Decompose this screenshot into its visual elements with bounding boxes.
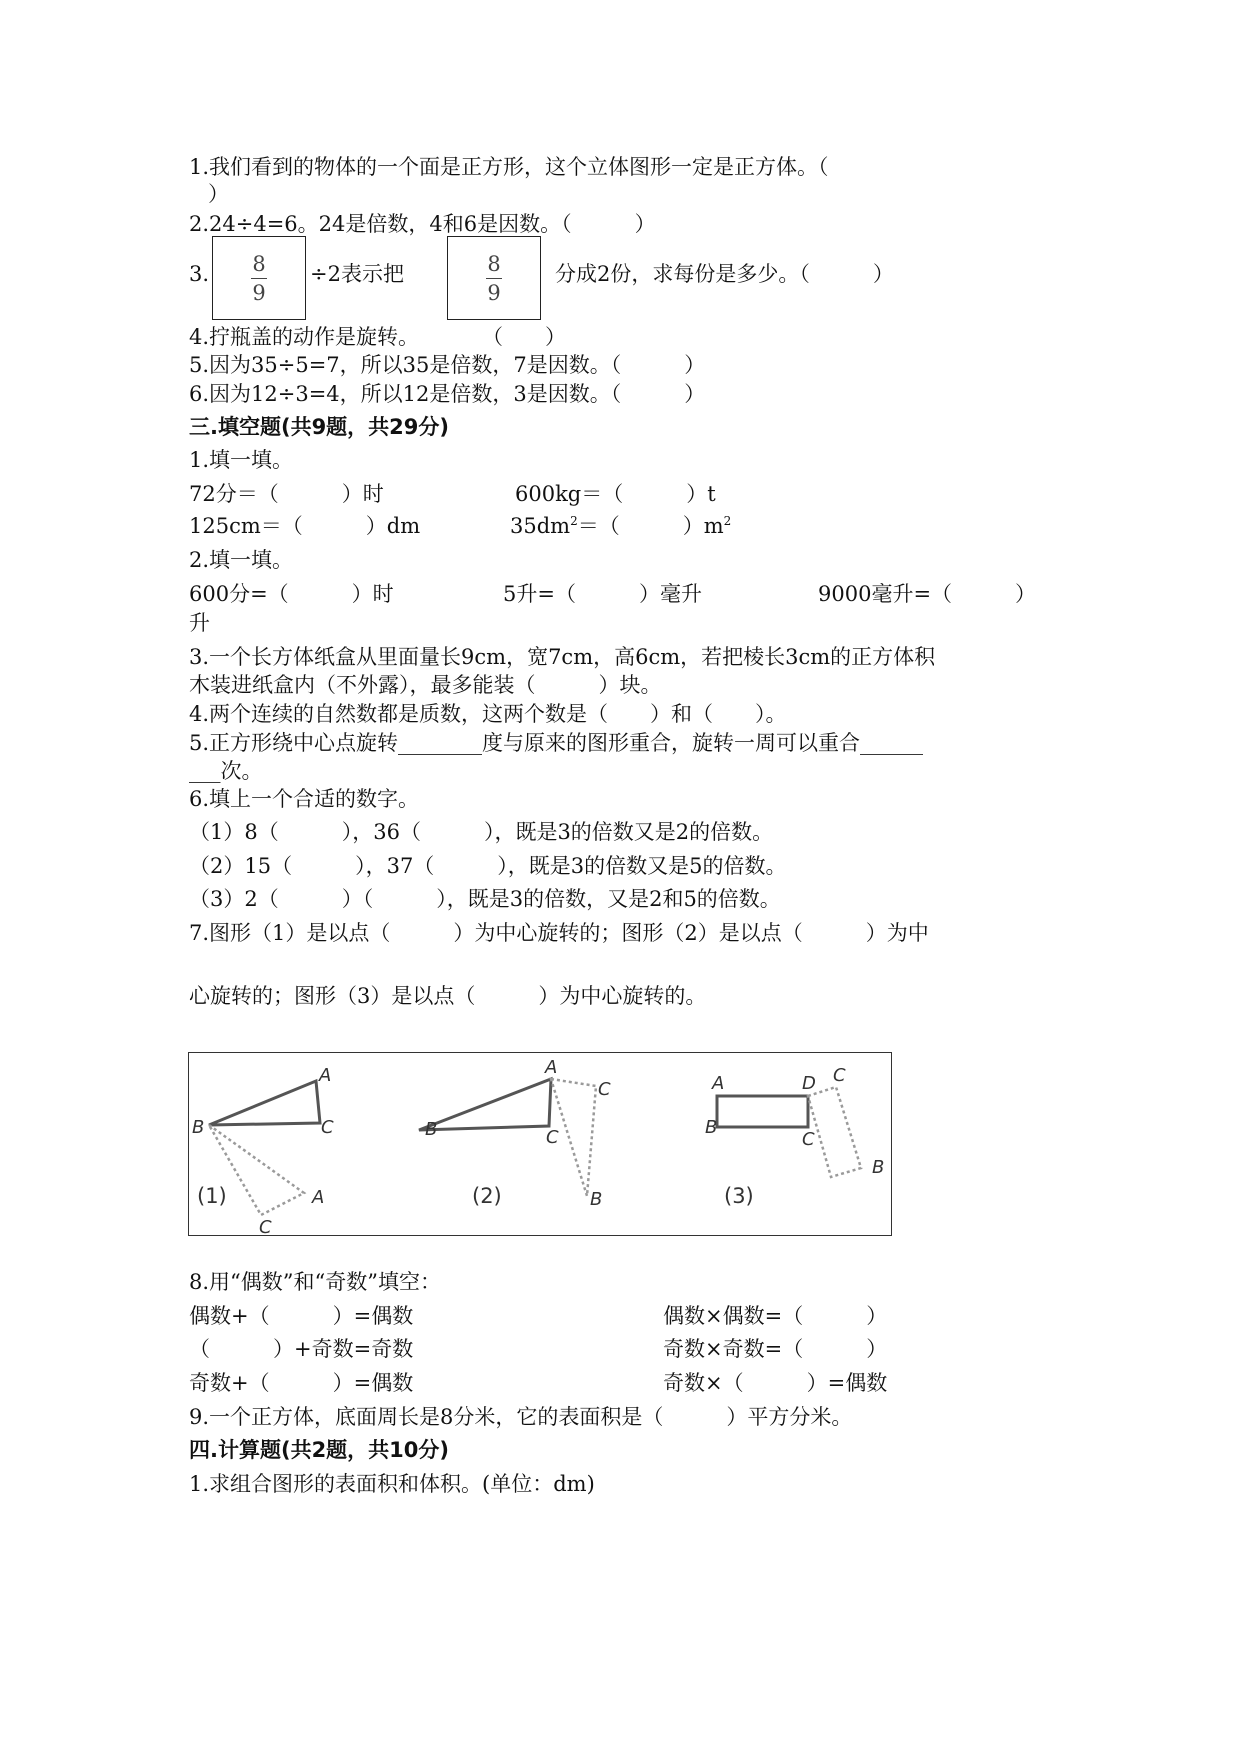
figure-2-label-c: C bbox=[546, 1127, 559, 1148]
figure-1-label-a2: A bbox=[312, 1187, 325, 1208]
fill-q1-row2-b-mid: ＝（ ）m bbox=[577, 514, 724, 538]
fraction-2-numerator: 8 bbox=[487, 251, 501, 276]
fill-q1-row2-b-sup2: 2 bbox=[723, 514, 732, 528]
figure-2-triangle bbox=[419, 1079, 551, 1130]
fill-q3-line1: 3.一个长方体纸盒从里面量长9cm，宽7cm，高6cm，若把棱长3cm的正方体积 bbox=[189, 645, 936, 669]
fill-q8-row2-a: （ ）+奇数=奇数 bbox=[189, 1337, 414, 1361]
judge-q4: 4.拧瓶盖的动作是旋转。 （ ） bbox=[189, 325, 567, 349]
fill-q1-row1-a: 72分＝（ ）时 bbox=[189, 482, 384, 506]
figure-1-label-a: A bbox=[319, 1065, 332, 1086]
section-4-title: 四.计算题(共2题，共10分) bbox=[189, 1438, 450, 1462]
fill-q1-row2-b bbox=[510, 512, 731, 540]
judge-q2: 2.24÷4=6。24是倍数，4和6是因数。（ ） bbox=[189, 212, 656, 236]
fill-q1-row2-a: 125cm＝（ ）dm bbox=[189, 514, 421, 538]
fill-q8-row2-b: 奇数×奇数=（ ） bbox=[663, 1337, 888, 1361]
fill-q9: 9.一个正方体，底面周长是8分米，它的表面积是（ ）平方分米。 bbox=[189, 1405, 853, 1429]
figure-2-number: (2) bbox=[472, 1184, 502, 1208]
figure-2-label-a: A bbox=[545, 1057, 558, 1078]
fill-q1-row2-b-pre: 35dm bbox=[510, 514, 571, 538]
fill-q7-line1: 7.图形（1）是以点（ ）为中心旋转的；图形（2）是以点（ ）为中 bbox=[189, 921, 929, 945]
fill-q8-title: 8.用“偶数”和“奇数”填空： bbox=[189, 1270, 441, 1294]
fraction-box-1 bbox=[212, 236, 306, 320]
figure-3 bbox=[705, 1065, 884, 1208]
figure-3-label-b2: B bbox=[872, 1157, 885, 1178]
judge-q3-end: 分成2份，求每份是多少。（ ） bbox=[555, 262, 894, 286]
fraction-2 bbox=[486, 252, 502, 305]
rotation-figure bbox=[188, 1052, 892, 1236]
fraction-2-bar bbox=[486, 278, 502, 279]
figure-2-label-b: B bbox=[425, 1119, 438, 1140]
figure-3-label-c2: C bbox=[833, 1065, 846, 1086]
figure-2-label-b2: B bbox=[590, 1189, 603, 1210]
rotation-figure-svg bbox=[189, 1053, 891, 1235]
judge-q6: 6.因为12÷3=4，所以12是倍数，3是因数。（ ） bbox=[189, 382, 706, 406]
fill-q8-row1-a: 偶数+（ ）=偶数 bbox=[189, 1304, 414, 1328]
figure-3-label-a: A bbox=[712, 1073, 725, 1094]
figure-3-label-c: C bbox=[802, 1129, 815, 1150]
figure-1-triangle bbox=[209, 1081, 320, 1125]
figure-3-rectangle bbox=[717, 1096, 808, 1127]
fill-q1-row1-b: 600kg＝（ ）t bbox=[515, 482, 716, 506]
figure-3-label-d: D bbox=[802, 1073, 816, 1094]
judge-q3-number: 3. bbox=[189, 262, 210, 286]
judge-q1-line1: 1.我们看到的物体的一个面是正方形，这个立体图形一定是正方体。（ bbox=[189, 155, 829, 179]
fill-q6-3: （3）2（ ）（ ），既是3的倍数，又是2和5的倍数。 bbox=[189, 887, 781, 911]
fill-q3-line2: 木装进纸盒内（不外露），最多能装（ ）块。 bbox=[189, 673, 662, 697]
fill-q5-line2: ___次。 bbox=[189, 759, 263, 783]
fill-q2-b: 5升=（ ）毫升 bbox=[503, 582, 702, 606]
fill-q1-row2-b-sup: 2 bbox=[570, 514, 578, 528]
judge-q1-line2: ） bbox=[208, 182, 229, 206]
fill-q6-2: （2）15（ ），37（ ），既是3的倍数又是5的倍数。 bbox=[189, 854, 787, 878]
figure-3-rotated-rectangle bbox=[808, 1087, 861, 1177]
fraction-1-denominator: 9 bbox=[252, 280, 266, 305]
judge-q3-middle: ÷2表示把 bbox=[310, 262, 404, 286]
fill-q4: 4.两个连续的自然数都是质数，这两个数是（ ）和（ ）。 bbox=[189, 702, 787, 726]
fraction-1-numerator: 8 bbox=[252, 251, 266, 276]
fill-q8-row1-b: 偶数×偶数=（ ） bbox=[663, 1304, 888, 1328]
fill-q2-c: 9000毫升=（ ） bbox=[818, 582, 1037, 606]
fill-q2-a: 600分=（ ）时 bbox=[189, 582, 394, 606]
fill-q8-row3-a: 奇数+（ ）=偶数 bbox=[189, 1371, 414, 1395]
figure-1-label-b: B bbox=[192, 1117, 205, 1138]
calc-q1: 1.求组合图形的表面积和体积。(单位：dm) bbox=[189, 1472, 595, 1496]
fraction-1 bbox=[251, 252, 267, 305]
fill-q8-row3-b: 奇数×（ ）=偶数 bbox=[663, 1371, 888, 1395]
fill-q2-d: 升 bbox=[189, 611, 210, 635]
fill-q7-line2: 心旋转的；图形（3）是以点（ ）为中心旋转的。 bbox=[189, 984, 707, 1008]
figure-3-number: (3) bbox=[724, 1184, 754, 1208]
fill-q1-title: 1.填一填。 bbox=[189, 448, 294, 472]
fill-q5-line1: 5.正方形绕中心点旋转________度与原来的图形重合，旋转一周可以重合______ bbox=[189, 731, 924, 755]
figure-1-label-c: C bbox=[321, 1117, 334, 1138]
figure-3-label-b: B bbox=[705, 1117, 718, 1138]
fraction-1-bar bbox=[251, 278, 267, 279]
fill-q6-title: 6.填上一个合适的数字。 bbox=[189, 787, 420, 811]
figure-2-label-c2: C bbox=[598, 1079, 611, 1100]
fraction-2-denominator: 9 bbox=[487, 280, 501, 305]
figure-1 bbox=[192, 1065, 334, 1235]
figure-2 bbox=[419, 1057, 611, 1210]
fill-q2-title: 2.填一填。 bbox=[189, 548, 294, 572]
figure-1-number: (1) bbox=[197, 1184, 227, 1208]
judge-q5: 5.因为35÷5=7，所以35是倍数，7是因数。（ ） bbox=[189, 353, 706, 377]
section-3-title: 三.填空题(共9题，共29分) bbox=[189, 415, 450, 439]
fraction-box-2 bbox=[447, 236, 541, 320]
fill-q6-1: （1）8（ ），36（ ），既是3的倍数又是2的倍数。 bbox=[189, 820, 774, 844]
figure-1-label-c2: C bbox=[259, 1217, 272, 1235]
